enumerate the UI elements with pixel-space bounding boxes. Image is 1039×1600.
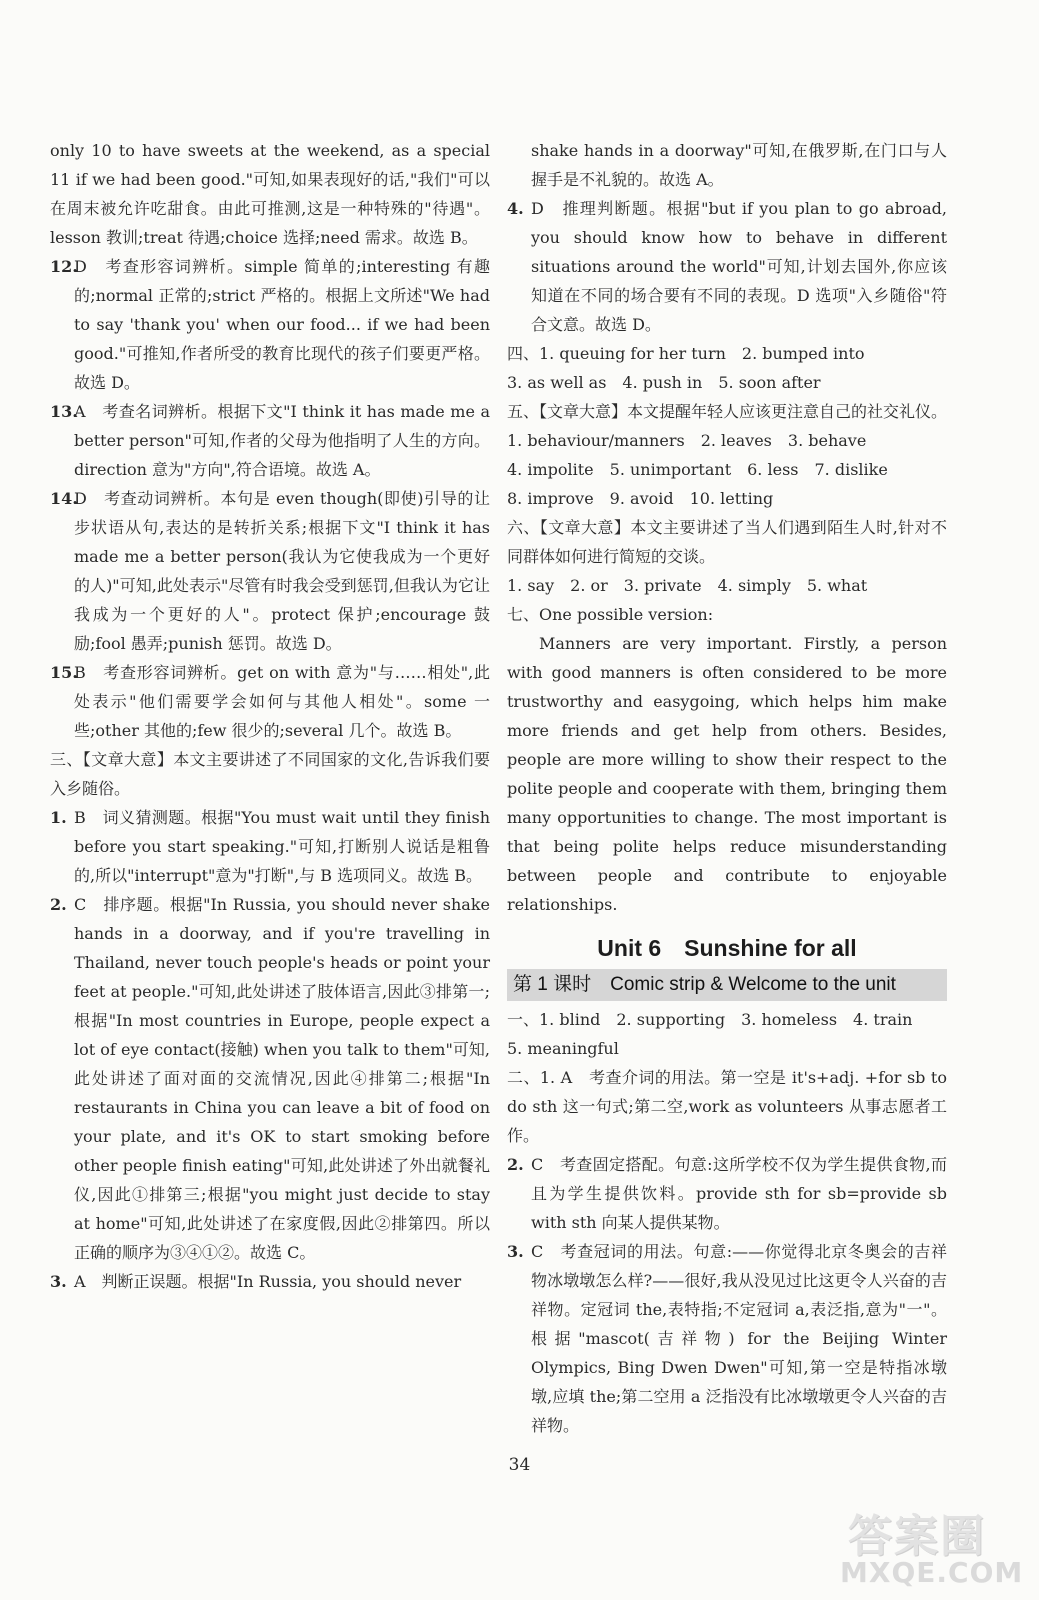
watermark-logo: 答案圈: [848, 1511, 986, 1562]
item-number: 3.: [507, 1242, 524, 1261]
item-text: C 考查固定搭配。句意:这所学校不仅为学生提供食物,而且为学生提供饮料。provide sth for sb=provide sb with sth 向某人提供某物。: [531, 1155, 947, 1232]
answer-item-3-2: [50, 890, 490, 1267]
watermark-url: MXQE.COM: [840, 1556, 1024, 1589]
item-number: 2.: [507, 1155, 524, 1174]
item-text: D 考查形容词辨析。simple 简单的;interesting 有趣的;normal 正常的;strict 严格的。根据上文所述"We had to say 'thank you' when our food... if we had been good."可推知,作者所受的教育比现代的孩子们要更严格。故选 D。: [74, 257, 490, 392]
item-text: A 考查名词辨析。根据下文"I think it has made me a better person"可知,作者的父母为他指明了人生的方向。direction 意为"方向",符合语境。故选 A。: [74, 402, 490, 479]
lesson-section-1-heading: 一、1. blind 2. supporting 3. homeless 4. train: [507, 1010, 913, 1029]
item-text: C 排序题。根据"In Russia, you should never shake hands in a doorway, and if you're travelling in Thailand, never touch people's heads or point your feet at people."可知,此处讲述了肢体语言,因此③排第一;根据"In most countries in Europe, people expect a lot of eye contact(接触) when you talk to them"可知,此处讲述了面对面的交流情况,因此④排第二;根据"In restaurants in China you can leave a bit of food on your plate, and it's OK to start smoking before other people finish eating"可知,此处讲述了外出就餐礼仪,因此①排第三;根据"you might just decide to stay at home"可知,此处讲述了在家度假,因此②排第四。所以正确的顺序为③④①②。故选 C。: [74, 895, 490, 1262]
answer-item-3-4: [507, 194, 947, 339]
section-4-heading: 四、1. queuing for her turn 2. bumped into: [507, 344, 865, 363]
answer-item-3-3: [50, 1267, 490, 1296]
item-text: B 考查形容词辨析。get on with 意为"与……相处",此处表示"他们需要学会如何与其他人相处"。some 一些;other 其他的;few 很少的;several 几个。故选 B。: [74, 663, 490, 740]
lesson-item-2: [507, 1150, 947, 1237]
item-number: 14.: [50, 489, 78, 508]
right-paragraph-0: shake hands in a doorway"可知,在俄罗斯,在门口与人握手是不礼貌的。故选 A。: [531, 141, 947, 189]
section-5-line-1: 1. behaviour/manners 2. leaves 3. behave: [507, 431, 867, 450]
lesson-heading: 第 1 课时 Comic strip & Welcome to the unit: [507, 969, 947, 1001]
answer-item-15: [50, 658, 490, 745]
item-text: C 考查冠词的用法。句意:——你觉得北京冬奥会的吉祥物冰墩墩怎么样?——很好,我从没见过比这更令人兴奋的吉祥物。定冠词 the,表特指;不定冠词 a,表泛指,意为"一"。根据"mascot(吉祥物) for the Beijing Winter Olympics, Bing Dwen Dwen"可知,第一空是特指冰墩墩,应填 the;第二空用 a 泛指没有比冰墩墩更令人兴奋的吉祥物。: [531, 1242, 947, 1435]
lesson-section-1-line-2: 5. meaningful: [507, 1039, 619, 1058]
item-text: B 词义猜测题。根据"You must wait until they finish before you start speaking."可知,打断别人说话是粗鲁的,所以"interrupt"意为"打断",与 B 选项同义。故选 B。: [74, 808, 490, 885]
lesson-section-2-item-1: 二、1. A 考查介词的用法。第一空是 it's+adj. +for sb to do sth 这一句式;第二空,work as volunteers 从事志愿者工作。: [507, 1068, 947, 1145]
section-3-heading: 三、【文章大意】本文主要讲述了不同国家的文化,告诉我们要入乡随俗。: [50, 750, 490, 798]
page-number: 34: [508, 1455, 531, 1475]
watermark: [840, 1500, 1030, 1596]
section-6-line-1: 1. say 2. or 3. private 4. simply 5. what: [507, 576, 868, 595]
answer-item-12: [50, 252, 490, 397]
item-number: 12.: [50, 257, 78, 276]
item-text: D 考查动词辨析。本句是 even though(即使)引导的让步状语从句,表达的是转折关系;根据下文"I think it has made me a better person(我认为它使我成为一个更好的人)"可知,此处表示"尽管有时我会受到惩罚,但我认为它让我成为一个更好的人"。protect 保护;encourage 鼓励;fool 愚弄;punish 惩罚。故选 D。: [74, 489, 490, 653]
right-column: [507, 136, 947, 1440]
lesson-item-3: [507, 1237, 947, 1440]
section-6-heading: 六、【文章大意】本文主要讲述了当人们遇到陌生人时,针对不同群体如何进行简短的交谈。: [507, 518, 947, 566]
section-7-heading: 七、One possible version:: [507, 605, 714, 624]
item-number: 15.: [50, 663, 78, 682]
answer-item-14: [50, 484, 490, 658]
item-number: 13.: [50, 402, 78, 421]
answer-item-3-1: [50, 803, 490, 890]
section-5-line-3: 8. improve 9. avoid 10. letting: [507, 489, 774, 508]
section-5-heading: 五、【文章大意】本文提醒年轻人应该更注意自己的社交礼仪。: [507, 402, 948, 421]
item-number: 4.: [507, 199, 524, 218]
left-paragraph-0: only 10 to have sweets at the weekend, as a special 11 if we had been good."可知,如果表现好的话,"我们"可以在周末被允许吃甜食。由此可推测,这是一种特殊的"待遇"。lesson 教训;treat 待遇;choice 选择;need 需求。故选 B。: [50, 141, 490, 247]
left-column: [50, 136, 490, 1296]
item-number: 3.: [50, 1272, 67, 1291]
item-number: 2.: [50, 895, 67, 914]
sample-essay: Manners are very important. Firstly, a person with good manners is often considered to be more trustworthy and easygoing, which helps him make more friends and get help from others. Besides, people are more willing to show their respect to the polite people and cooperate with them, bringing them many opportunities to change. The most important is that being polite helps reduce misunderstanding between people and contribute to enjoyable relationships.: [507, 634, 947, 914]
section-4-line-2: 3. as well as 4. push in 5. soon after: [507, 373, 821, 392]
answer-item-13: [50, 397, 490, 484]
item-number: 1.: [50, 808, 67, 827]
section-5-line-2: 4. impolite 5. unimportant 6. less 7. dislike: [507, 460, 888, 479]
unit-title: Unit 6 Sunshine for all: [597, 935, 857, 961]
item-text: D 推理判断题。根据"but if you plan to go abroad, you should know how to behave in different situations around the world"可知,计划去国外,你应该知道在不同的场合要有不同的表现。D 选项"入乡随俗"符合文意。故选 D。: [531, 199, 947, 334]
item-text: A 判断正误题。根据"In Russia, you should never: [74, 1272, 462, 1291]
